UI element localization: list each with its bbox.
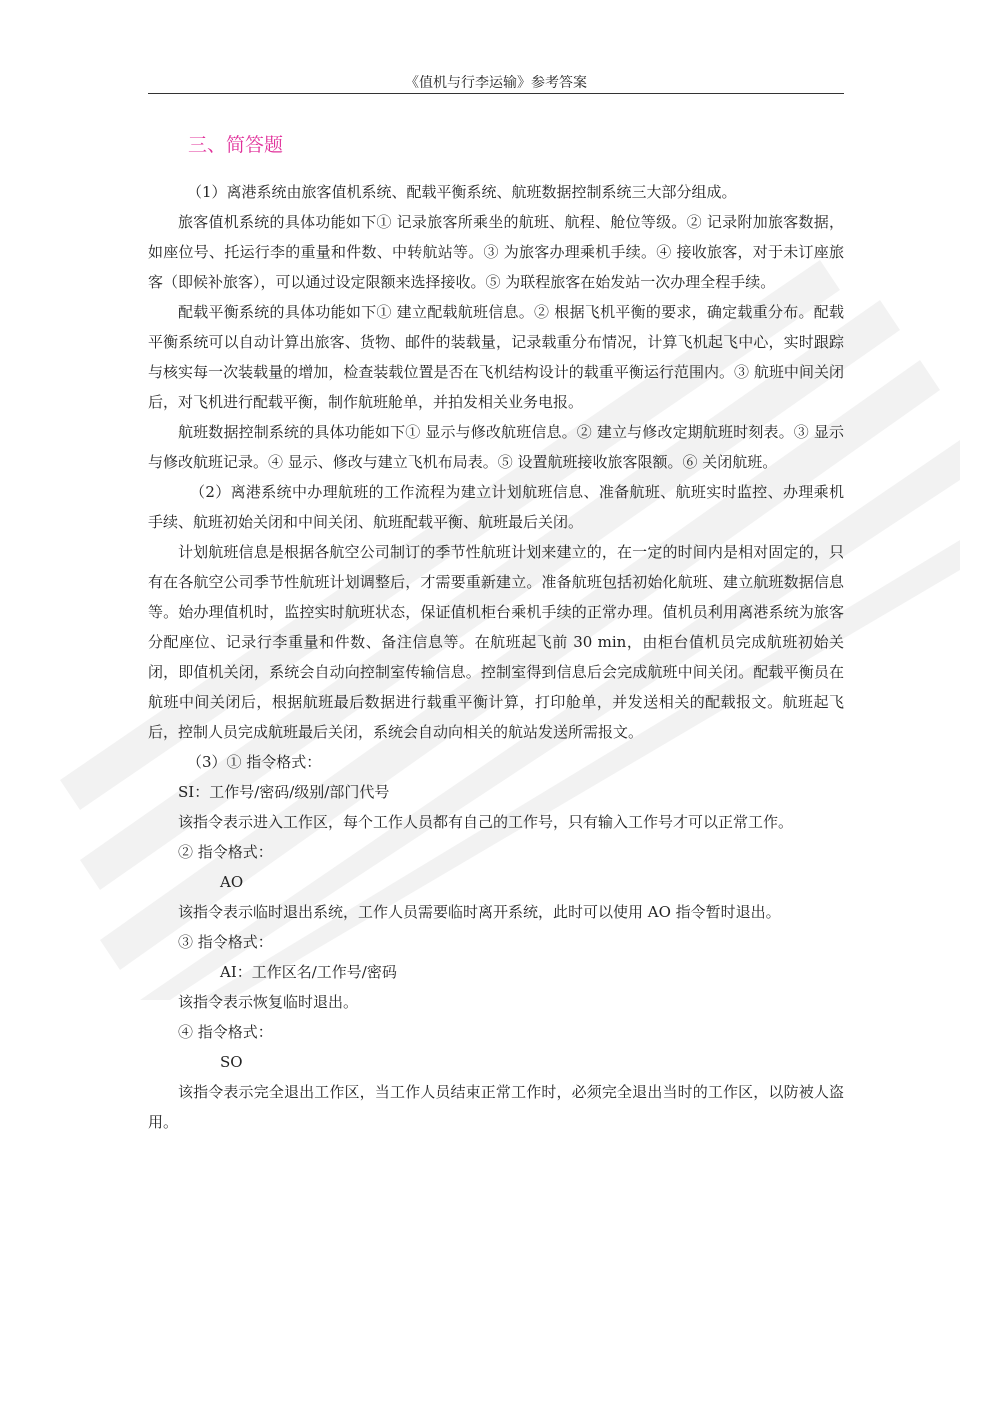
- command-4-format: SO: [220, 1053, 243, 1071]
- command-1-description: 该指令表示进入工作区，每个工作人员都有自己的工作号，只有输入工作号才可以正常工作。: [178, 813, 794, 831]
- paragraph-6: 计划航班信息是根据各航空公司制订的季节性航班计划来建立的，在一定的时间内是相对固定的，只有在各航空公司季节性航班计划调整后，才需要重新建立。准备航班包括初始化航班、建立航班数据信息等。始办理值机时，监控实时航班状态，保证值机柜台乘机手续的正常办理。值机员利用离港系统为旅客分配座位、记录行李重量和件数、备注信息等。在航班起飞前 30 min，由柜台值机员完成航班初始关闭，即值机关闭，系统会自动向控制室传输信息。控制室得到信息后会完成航班中间关闭。配载平衡员在航班中间关闭后，根据航班最后数据进行载重平衡计算，打印舱单，并发送相关的配载报文。航班起飞后，控制人员完成航班最后关闭，系统会自动向相关的航站发送所需报文。: [148, 543, 844, 741]
- answer-content: [148, 177, 844, 1137]
- paragraph-5: （2）离港系统中办理航班的工作流程为建立计划航班信息、准备航班、航班实时监控、办理乘机手续、航班初始关闭和中间关闭、航班配载平衡、航班最后关闭。: [148, 483, 844, 531]
- command-2-heading: ② 指令格式：: [178, 843, 273, 861]
- paragraph-4: 航班数据控制系统的具体功能如下① 显示与修改航班信息。② 建立与修改定期航班时刻表。③ 显示与修改航班记录。④ 显示、修改与建立飞机布局表。⑤ 设置航班接收旅客限额。⑥ 关闭航班。: [148, 423, 844, 471]
- command-3-format: AI：工作区名/工作号/密码: [220, 963, 397, 981]
- command-2-description: 该指令表示临时退出系统，工作人员需要临时离开系统，此时可以使用 AO 指令暂时退出。: [178, 903, 781, 921]
- command-3-heading: ③ 指令格式：: [178, 933, 273, 951]
- section-title: 三、简答题: [188, 134, 284, 156]
- command-4-description: 该指令表示完全退出工作区，当工作人员结束正常工作时，必须完全退出当时的工作区，以防被人盗用。: [148, 1083, 844, 1131]
- command-2-format: AO: [220, 873, 244, 891]
- command-4-heading: ④ 指令格式：: [178, 1023, 273, 1041]
- paragraph-3: 配载平衡系统的具体功能如下① 建立配载航班信息。② 根据飞机平衡的要求，确定载重分布。配载平衡系统可以自动计算出旅客、货物、邮件的装载量，记录载重分布情况，计算飞机起飞中心，实时跟踪与核实每一次装载量的增加，检查装载位置是否在飞机结构设计的载重平衡运行范围内。③ 航班中间关闭后，对飞机进行配载平衡，制作航班舱单，并拍发相关业务电报。: [148, 303, 844, 411]
- command-3-description: 该指令表示恢复临时退出。: [178, 993, 359, 1011]
- page-header: 《值机与行李运输》参考答案: [405, 75, 587, 91]
- command-1-format: SI：工作号/密码/级别/部门代号: [178, 783, 390, 801]
- header-divider: [148, 93, 844, 94]
- command-1-heading: （3）① 指令格式：: [187, 753, 322, 771]
- paragraph-2: 旅客值机系统的具体功能如下① 记录旅客所乘坐的航班、航程、舱位等级。② 记录附加旅客数据，如座位号、托运行李的重量和件数、中转航站等。③ 为旅客办理乘机手续。④ 接收旅客，对于未订座旅客（即候补旅客），可以通过设定限额来选择接收。⑤ 为联程旅客在始发站一次办理全程手续。: [148, 213, 844, 291]
- paragraph-1: （1）离港系统由旅客值机系统、配载平衡系统、航班数据控制系统三大部分组成。: [187, 183, 737, 201]
